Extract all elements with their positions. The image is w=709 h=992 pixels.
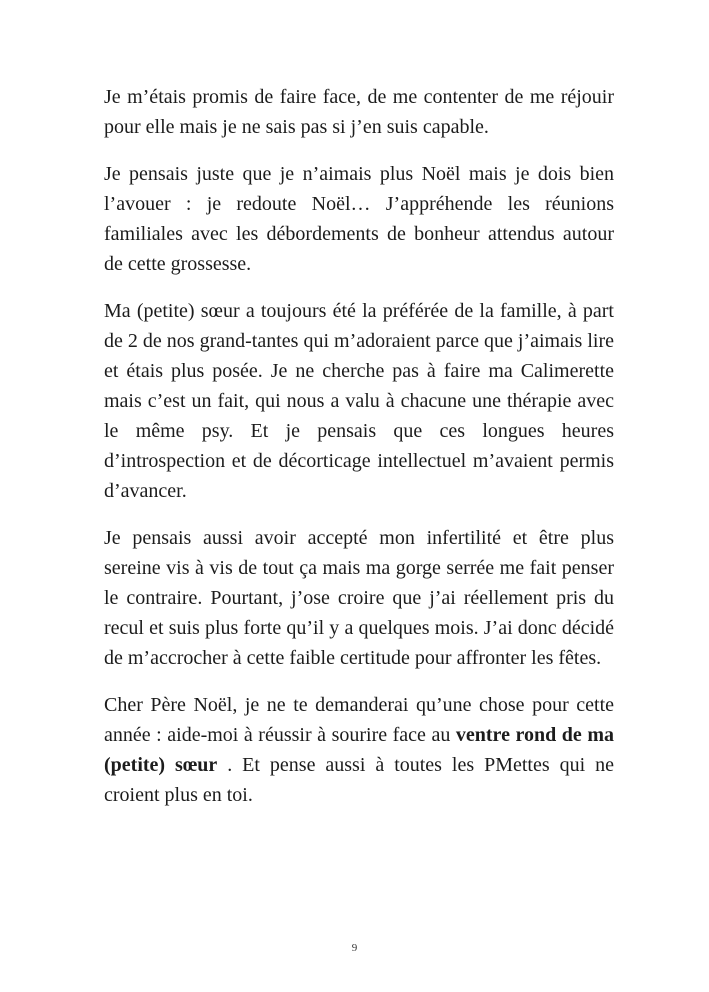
paragraph-3: Ma (petite) sœur a toujours été la préférée de la famille, à part de 2 de nos grand-tantes qui m’adoraient parce que j’aimais lire et étais plus posée. Je ne cherche pas à faire ma Calimerette mais c’est un fait, qui nous a valu à chacune une thérapie avec le même psy. Et je pensais que ces longues heures d’introspection et de décorticage intellectuel m’avaient permis d’avancer. (104, 300, 614, 502)
paragraph-5-start: Cher Père Noël, je ne te demanderai qu’une chose pour cette année : aide-moi à réussir à sourire face au (104, 694, 614, 746)
paragraph-2: Je pensais juste que je n’aimais plus Noël mais je dois bien l’avouer : je redoute Noël… J’appréhende les réunions familiales avec les débordements de bonheur attendus autour de cette grossesse. (104, 163, 614, 275)
body-text (104, 82, 614, 827)
paragraph-5-end: . Et pense aussi à toutes les PMettes qui ne croient plus en toi. (104, 754, 614, 806)
paragraph-4: Je pensais aussi avoir accepté mon infertilité et être plus sereine vis à vis de tout ça mais ma gorge serrée me fait penser le contraire. Pourtant, j’ose croire que j’ai réellement pris du recul et suis plus forte qu’il y a quelques mois. J’ai donc décidé de m’accrocher à cette faible certitude pour affronter les fêtes. (104, 527, 614, 669)
paragraph-1: Je m’étais promis de faire face, de me contenter de me réjouir pour elle mais je ne sais pas si j’en suis capable. (104, 86, 614, 138)
paragraph-5 (104, 690, 614, 810)
bold-phrase: ventre rond de ma (petite) sœur (104, 724, 614, 776)
page-number: 9 (351, 942, 358, 954)
